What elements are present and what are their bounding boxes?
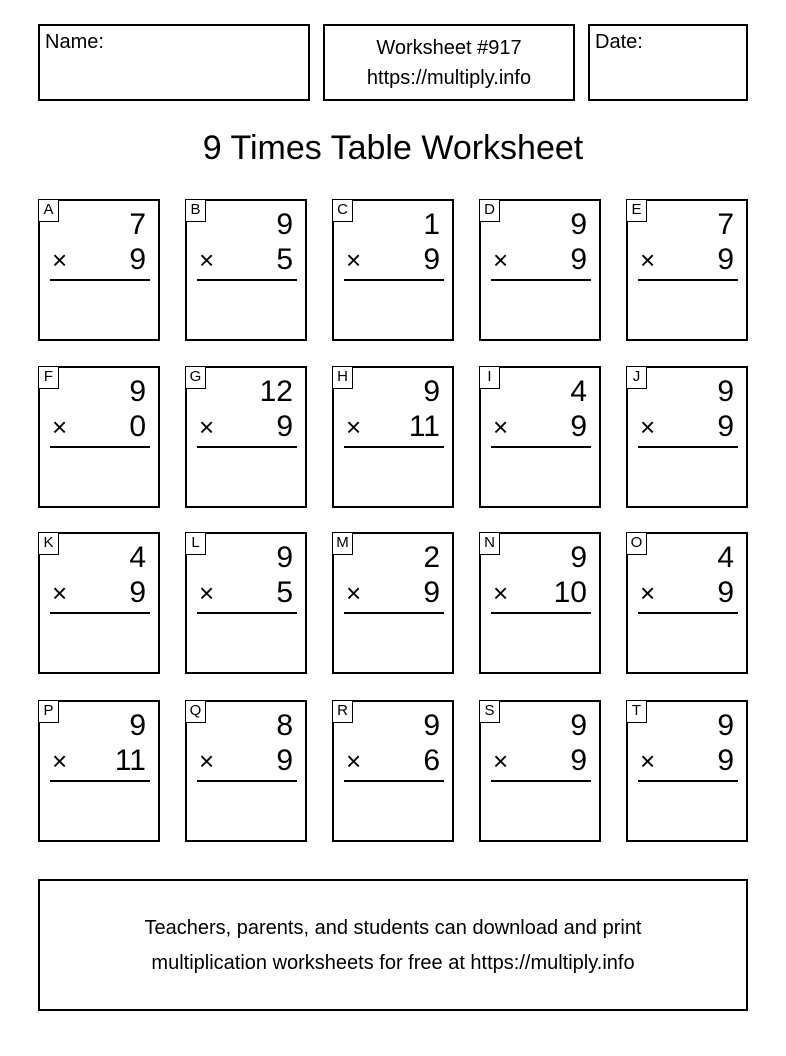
multiply-sign: × [493, 245, 509, 275]
problem-card [479, 532, 601, 674]
multiply-sign: × [640, 746, 656, 776]
problem-card [626, 366, 748, 508]
problem-letter: J [626, 366, 647, 389]
answer-line [638, 279, 738, 281]
answer-line [491, 279, 591, 281]
multiply-sign: × [52, 578, 68, 608]
multiplicand: 9 [129, 375, 146, 408]
name-field-box [38, 24, 310, 101]
multiplicand: 12 [259, 375, 293, 408]
problem-card [479, 366, 601, 508]
multiplier: 5 [276, 576, 293, 609]
multiplier: 9 [570, 243, 587, 276]
multiplier: 9 [717, 410, 734, 443]
problem-card [185, 366, 307, 508]
multiplier: 9 [717, 744, 734, 777]
multiplier: 9 [717, 243, 734, 276]
multiplier: 11 [114, 744, 146, 777]
multiply-sign: × [199, 412, 215, 442]
answer-line [197, 780, 297, 782]
answer-line [638, 780, 738, 782]
multiplicand: 9 [423, 709, 440, 742]
multiplicand: 2 [423, 541, 440, 574]
multiplicand: 9 [276, 208, 293, 241]
problem-card [332, 532, 454, 674]
multiplicand: 9 [276, 541, 293, 574]
multiplier: 9 [717, 576, 734, 609]
problem-card [185, 532, 307, 674]
problem-card [479, 700, 601, 842]
problem-letter: A [38, 199, 59, 222]
problem-card [626, 700, 748, 842]
problem-card [479, 199, 601, 341]
multiply-sign: × [52, 412, 68, 442]
multiplier: 10 [553, 576, 587, 609]
answer-line [344, 780, 444, 782]
problem-card [332, 700, 454, 842]
multiplicand: 1 [423, 208, 440, 241]
problem-letter: H [332, 366, 353, 389]
problem-letter: C [332, 199, 353, 222]
multiply-sign: × [52, 245, 68, 275]
problem-card [332, 199, 454, 341]
multiplier: 9 [423, 576, 440, 609]
worksheet-info-box [323, 24, 575, 101]
problem-card [626, 532, 748, 674]
multiply-sign: × [493, 746, 509, 776]
multiplier: 9 [423, 243, 440, 276]
multiplier: 5 [276, 243, 293, 276]
answer-line [50, 279, 150, 281]
answer-line [344, 612, 444, 614]
multiply-sign: × [199, 578, 215, 608]
multiplier: 9 [570, 410, 587, 443]
answer-line [197, 612, 297, 614]
problem-card [185, 700, 307, 842]
multiplicand: 7 [717, 208, 734, 241]
multiply-sign: × [493, 412, 509, 442]
answer-line [344, 279, 444, 281]
multiplier: 9 [276, 410, 293, 443]
name-label: Name: [45, 31, 104, 53]
multiplicand: 9 [570, 541, 587, 574]
answer-line [491, 446, 591, 448]
problem-letter: R [332, 700, 353, 723]
problem-card [185, 199, 307, 341]
problem-letter: I [479, 366, 500, 389]
multiplier: 6 [423, 744, 440, 777]
multiply-sign: × [199, 245, 215, 275]
date-field-box [588, 24, 748, 101]
answer-line [50, 446, 150, 448]
problem-letter: D [479, 199, 500, 222]
multiplicand: 9 [423, 375, 440, 408]
multiply-sign: × [640, 412, 656, 442]
multiplicand: 9 [717, 709, 734, 742]
multiplicand: 9 [570, 709, 587, 742]
problem-card [626, 199, 748, 341]
multiplier: 11 [408, 410, 440, 443]
multiplicand: 7 [129, 208, 146, 241]
multiplier: 0 [129, 410, 146, 443]
footer-box [38, 879, 748, 1011]
problem-letter: K [38, 532, 59, 555]
problem-card [332, 366, 454, 508]
problem-letter: P [38, 700, 59, 723]
multiply-sign: × [346, 245, 362, 275]
problem-letter: F [38, 366, 59, 389]
answer-line [50, 780, 150, 782]
problem-letter: E [626, 199, 647, 222]
worksheet-url: https://multiply.info [366, 67, 532, 89]
answer-line [638, 446, 738, 448]
problem-card [38, 199, 160, 341]
multiplicand: 9 [129, 709, 146, 742]
multiplicand: 9 [717, 375, 734, 408]
multiply-sign: × [640, 578, 656, 608]
problem-card [38, 366, 160, 508]
multiplicand: 9 [570, 208, 587, 241]
multiplicand: 4 [129, 541, 146, 574]
footer-text-line-1: Teachers, parents, and students can download and print [144, 917, 642, 939]
problem-letter: G [185, 366, 206, 389]
multiplicand: 4 [570, 375, 587, 408]
page-title: 9 Times Table Worksheet [202, 129, 584, 167]
problem-card [38, 700, 160, 842]
multiply-sign: × [199, 746, 215, 776]
worksheet-number: Worksheet #917 [376, 37, 522, 59]
answer-line [197, 279, 297, 281]
problem-letter: L [185, 532, 206, 555]
problem-letter: N [479, 532, 500, 555]
multiplier: 9 [276, 744, 293, 777]
problem-letter: S [479, 700, 500, 723]
multiply-sign: × [346, 412, 362, 442]
answer-line [50, 612, 150, 614]
multiplier: 9 [129, 576, 146, 609]
multiply-sign: × [346, 578, 362, 608]
problem-letter: T [626, 700, 647, 723]
multiply-sign: × [346, 746, 362, 776]
multiply-sign: × [640, 245, 656, 275]
answer-line [197, 446, 297, 448]
answer-line [638, 612, 738, 614]
answer-line [491, 780, 591, 782]
multiply-sign: × [52, 746, 68, 776]
multiplicand: 8 [276, 709, 293, 742]
problem-card [38, 532, 160, 674]
multiplier: 9 [570, 744, 587, 777]
date-label: Date: [595, 31, 643, 53]
problem-letter: B [185, 199, 206, 222]
multiply-sign: × [493, 578, 509, 608]
multiplier: 9 [129, 243, 146, 276]
answer-line [344, 446, 444, 448]
footer-text-line-2: multiplication worksheets for free at https://multiply.info [151, 952, 635, 974]
problem-letter: O [626, 532, 647, 555]
problem-letter: M [332, 532, 353, 555]
multiplicand: 4 [717, 541, 734, 574]
answer-line [491, 612, 591, 614]
problem-letter: Q [185, 700, 206, 723]
